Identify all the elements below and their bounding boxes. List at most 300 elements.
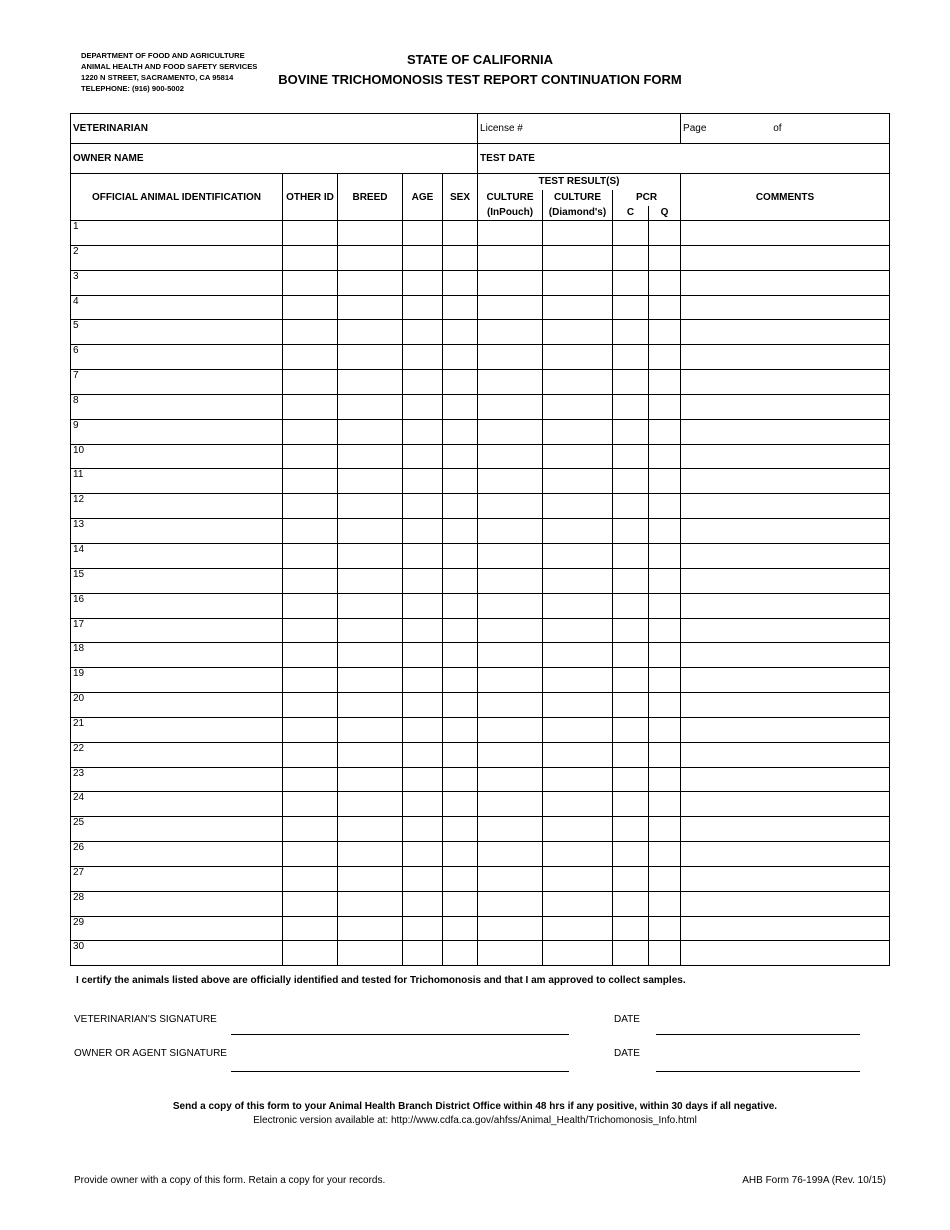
entry-cell[interactable] [613,842,649,867]
entry-cell[interactable] [613,568,649,593]
entry-cell[interactable] [649,618,681,643]
entry-cell[interactable] [283,469,338,494]
entry-cell[interactable] [649,568,681,593]
entry-cell[interactable] [338,394,403,419]
official-id-cell[interactable] [71,618,283,643]
entry-cell[interactable] [649,469,681,494]
entry-cell[interactable] [283,866,338,891]
page-field[interactable] [681,114,890,144]
entry-cell[interactable] [543,916,613,941]
entry-cell[interactable] [543,593,613,618]
entry-cell[interactable] [681,295,890,320]
entry-cell[interactable] [478,742,543,767]
entry-cell[interactable] [681,767,890,792]
entry-cell[interactable] [681,370,890,395]
entry-cell[interactable] [338,419,403,444]
entry-cell[interactable] [338,693,403,718]
entry-cell[interactable] [443,693,478,718]
entry-cell[interactable] [338,817,403,842]
entry-cell[interactable] [403,792,443,817]
entry-cell[interactable] [283,817,338,842]
entry-cell[interactable] [283,593,338,618]
entry-cell[interactable] [649,320,681,345]
entry-cell[interactable] [681,693,890,718]
entry-cell[interactable] [613,295,649,320]
entry-cell[interactable] [649,519,681,544]
owner-signature-line[interactable] [231,1071,569,1072]
entry-cell[interactable] [478,568,543,593]
entry-cell[interactable] [338,568,403,593]
entry-cell[interactable] [338,494,403,519]
entry-cell[interactable] [613,941,649,966]
entry-cell[interactable] [543,469,613,494]
entry-cell[interactable] [681,643,890,668]
entry-cell[interactable] [338,295,403,320]
entry-cell[interactable] [543,394,613,419]
entry-cell[interactable] [649,792,681,817]
entry-cell[interactable] [613,866,649,891]
entry-cell[interactable] [443,245,478,270]
entry-cell[interactable] [478,842,543,867]
entry-cell[interactable] [543,320,613,345]
entry-cell[interactable] [283,891,338,916]
entry-cell[interactable] [543,444,613,469]
entry-cell[interactable] [338,370,403,395]
official-id-cell[interactable] [71,494,283,519]
official-id-cell[interactable] [71,742,283,767]
entry-cell[interactable] [338,345,403,370]
entry-cell[interactable] [543,221,613,246]
official-id-cell[interactable] [71,866,283,891]
entry-cell[interactable] [443,419,478,444]
owner-name-field[interactable] [71,144,478,174]
entry-cell[interactable] [478,444,543,469]
entry-cell[interactable] [443,817,478,842]
entry-cell[interactable] [613,817,649,842]
official-id-cell[interactable] [71,543,283,568]
entry-cell[interactable] [613,618,649,643]
entry-cell[interactable] [613,270,649,295]
entry-cell[interactable] [613,916,649,941]
official-id-cell[interactable] [71,643,283,668]
entry-cell[interactable] [543,245,613,270]
entry-cell[interactable] [443,519,478,544]
entry-cell[interactable] [403,618,443,643]
entry-cell[interactable] [283,643,338,668]
vet-date-line[interactable] [656,1034,860,1035]
entry-cell[interactable] [543,419,613,444]
entry-cell[interactable] [283,320,338,345]
entry-cell[interactable] [613,320,649,345]
entry-cell[interactable] [649,419,681,444]
entry-cell[interactable] [681,270,890,295]
entry-cell[interactable] [338,941,403,966]
entry-cell[interactable] [283,668,338,693]
entry-cell[interactable] [649,593,681,618]
entry-cell[interactable] [283,494,338,519]
entry-cell[interactable] [613,543,649,568]
entry-cell[interactable] [681,891,890,916]
entry-cell[interactable] [403,891,443,916]
entry-cell[interactable] [681,717,890,742]
entry-cell[interactable] [403,469,443,494]
entry-cell[interactable] [649,221,681,246]
entry-cell[interactable] [543,792,613,817]
official-id-cell[interactable] [71,668,283,693]
official-id-cell[interactable] [71,941,283,966]
entry-cell[interactable] [681,221,890,246]
entry-cell[interactable] [443,643,478,668]
entry-cell[interactable] [543,693,613,718]
entry-cell[interactable] [338,245,403,270]
entry-cell[interactable] [443,618,478,643]
entry-cell[interactable] [403,568,443,593]
entry-cell[interactable] [283,717,338,742]
entry-cell[interactable] [478,295,543,320]
entry-cell[interactable] [478,817,543,842]
entry-cell[interactable] [681,494,890,519]
entry-cell[interactable] [403,270,443,295]
entry-cell[interactable] [403,866,443,891]
entry-cell[interactable] [613,370,649,395]
official-id-cell[interactable] [71,419,283,444]
entry-cell[interactable] [649,394,681,419]
entry-cell[interactable] [478,593,543,618]
entry-cell[interactable] [478,419,543,444]
entry-cell[interactable] [338,717,403,742]
entry-cell[interactable] [649,767,681,792]
entry-cell[interactable] [283,370,338,395]
official-id-cell[interactable] [71,593,283,618]
entry-cell[interactable] [543,568,613,593]
entry-cell[interactable] [478,469,543,494]
entry-cell[interactable] [681,668,890,693]
entry-cell[interactable] [443,221,478,246]
entry-cell[interactable] [338,842,403,867]
entry-cell[interactable] [338,891,403,916]
entry-cell[interactable] [478,866,543,891]
entry-cell[interactable] [613,394,649,419]
entry-cell[interactable] [403,593,443,618]
entry-cell[interactable] [283,394,338,419]
entry-cell[interactable] [478,916,543,941]
entry-cell[interactable] [613,593,649,618]
entry-cell[interactable] [443,270,478,295]
entry-cell[interactable] [478,345,543,370]
entry-cell[interactable] [283,568,338,593]
entry-cell[interactable] [649,717,681,742]
entry-cell[interactable] [613,742,649,767]
entry-cell[interactable] [543,717,613,742]
entry-cell[interactable] [443,717,478,742]
entry-cell[interactable] [543,742,613,767]
entry-cell[interactable] [681,941,890,966]
entry-cell[interactable] [338,320,403,345]
entry-cell[interactable] [613,717,649,742]
entry-cell[interactable] [403,842,443,867]
entry-cell[interactable] [478,221,543,246]
entry-cell[interactable] [403,519,443,544]
entry-cell[interactable] [283,618,338,643]
entry-cell[interactable] [649,891,681,916]
entry-cell[interactable] [403,693,443,718]
entry-cell[interactable] [681,866,890,891]
entry-cell[interactable] [443,767,478,792]
entry-cell[interactable] [403,370,443,395]
entry-cell[interactable] [543,543,613,568]
entry-cell[interactable] [681,817,890,842]
entry-cell[interactable] [443,866,478,891]
entry-cell[interactable] [443,320,478,345]
entry-cell[interactable] [478,618,543,643]
entry-cell[interactable] [478,643,543,668]
entry-cell[interactable] [681,419,890,444]
entry-cell[interactable] [478,717,543,742]
entry-cell[interactable] [403,494,443,519]
entry-cell[interactable] [338,668,403,693]
entry-cell[interactable] [443,668,478,693]
entry-cell[interactable] [338,543,403,568]
entry-cell[interactable] [613,245,649,270]
entry-cell[interactable] [283,693,338,718]
entry-cell[interactable] [338,643,403,668]
entry-cell[interactable] [649,370,681,395]
entry-cell[interactable] [681,245,890,270]
entry-cell[interactable] [283,767,338,792]
entry-cell[interactable] [681,444,890,469]
entry-cell[interactable] [403,916,443,941]
entry-cell[interactable] [283,295,338,320]
entry-cell[interactable] [283,221,338,246]
entry-cell[interactable] [478,494,543,519]
entry-cell[interactable] [478,370,543,395]
entry-cell[interactable] [338,519,403,544]
entry-cell[interactable] [681,320,890,345]
entry-cell[interactable] [543,295,613,320]
entry-cell[interactable] [681,742,890,767]
official-id-cell[interactable] [71,568,283,593]
entry-cell[interactable] [403,543,443,568]
entry-cell[interactable] [478,519,543,544]
entry-cell[interactable] [403,941,443,966]
entry-cell[interactable] [283,419,338,444]
entry-cell[interactable] [543,842,613,867]
entry-cell[interactable] [283,245,338,270]
entry-cell[interactable] [283,444,338,469]
entry-cell[interactable] [681,593,890,618]
official-id-cell[interactable] [71,295,283,320]
entry-cell[interactable] [543,494,613,519]
official-id-cell[interactable] [71,767,283,792]
entry-cell[interactable] [543,668,613,693]
entry-cell[interactable] [283,270,338,295]
entry-cell[interactable] [283,345,338,370]
entry-cell[interactable] [338,444,403,469]
entry-cell[interactable] [338,792,403,817]
entry-cell[interactable] [478,270,543,295]
entry-cell[interactable] [649,866,681,891]
entry-cell[interactable] [403,221,443,246]
entry-cell[interactable] [403,643,443,668]
entry-cell[interactable] [649,345,681,370]
entry-cell[interactable] [543,618,613,643]
entry-cell[interactable] [443,345,478,370]
official-id-cell[interactable] [71,842,283,867]
owner-date-line[interactable] [656,1071,860,1072]
entry-cell[interactable] [543,866,613,891]
entry-cell[interactable] [403,345,443,370]
entry-cell[interactable] [443,891,478,916]
official-id-cell[interactable] [71,370,283,395]
official-id-cell[interactable] [71,345,283,370]
official-id-cell[interactable] [71,270,283,295]
entry-cell[interactable] [543,817,613,842]
entry-cell[interactable] [649,693,681,718]
entry-cell[interactable] [338,469,403,494]
entry-cell[interactable] [338,742,403,767]
entry-cell[interactable] [403,668,443,693]
entry-cell[interactable] [681,842,890,867]
test-date-field[interactable] [478,144,890,174]
entry-cell[interactable] [649,668,681,693]
entry-cell[interactable] [283,519,338,544]
entry-cell[interactable] [613,693,649,718]
entry-cell[interactable] [338,767,403,792]
official-id-cell[interactable] [71,519,283,544]
entry-cell[interactable] [478,320,543,345]
entry-cell[interactable] [681,469,890,494]
entry-cell[interactable] [443,469,478,494]
entry-cell[interactable] [443,842,478,867]
entry-cell[interactable] [443,941,478,966]
entry-cell[interactable] [543,270,613,295]
entry-cell[interactable] [681,543,890,568]
entry-cell[interactable] [478,668,543,693]
entry-cell[interactable] [613,643,649,668]
entry-cell[interactable] [649,842,681,867]
entry-cell[interactable] [283,742,338,767]
entry-cell[interactable] [338,593,403,618]
entry-cell[interactable] [403,717,443,742]
entry-cell[interactable] [681,394,890,419]
official-id-cell[interactable] [71,394,283,419]
official-id-cell[interactable] [71,916,283,941]
entry-cell[interactable] [283,941,338,966]
entry-cell[interactable] [403,742,443,767]
entry-cell[interactable] [649,444,681,469]
entry-cell[interactable] [613,494,649,519]
entry-cell[interactable] [613,444,649,469]
entry-cell[interactable] [338,221,403,246]
official-id-cell[interactable] [71,817,283,842]
official-id-cell[interactable] [71,320,283,345]
entry-cell[interactable] [613,519,649,544]
license-field[interactable] [478,114,681,144]
entry-cell[interactable] [403,767,443,792]
entry-cell[interactable] [613,345,649,370]
entry-cell[interactable] [403,320,443,345]
entry-cell[interactable] [543,345,613,370]
entry-cell[interactable] [613,891,649,916]
entry-cell[interactable] [543,370,613,395]
entry-cell[interactable] [478,891,543,916]
entry-cell[interactable] [649,245,681,270]
official-id-cell[interactable] [71,221,283,246]
entry-cell[interactable] [681,345,890,370]
entry-cell[interactable] [478,245,543,270]
official-id-cell[interactable] [71,792,283,817]
entry-cell[interactable] [681,792,890,817]
official-id-cell[interactable] [71,245,283,270]
entry-cell[interactable] [613,668,649,693]
entry-cell[interactable] [443,792,478,817]
entry-cell[interactable] [443,370,478,395]
entry-cell[interactable] [478,767,543,792]
entry-cell[interactable] [478,941,543,966]
entry-cell[interactable] [283,792,338,817]
entry-cell[interactable] [338,916,403,941]
entry-cell[interactable] [543,643,613,668]
entry-cell[interactable] [443,543,478,568]
official-id-cell[interactable] [71,444,283,469]
entry-cell[interactable] [478,543,543,568]
entry-cell[interactable] [649,494,681,519]
entry-cell[interactable] [283,543,338,568]
entry-cell[interactable] [338,618,403,643]
entry-cell[interactable] [403,394,443,419]
entry-cell[interactable] [681,519,890,544]
entry-cell[interactable] [681,568,890,593]
entry-cell[interactable] [543,891,613,916]
entry-cell[interactable] [283,916,338,941]
entry-cell[interactable] [649,270,681,295]
entry-cell[interactable] [681,916,890,941]
entry-cell[interactable] [478,394,543,419]
entry-cell[interactable] [443,444,478,469]
entry-cell[interactable] [443,494,478,519]
entry-cell[interactable] [443,568,478,593]
entry-cell[interactable] [613,419,649,444]
entry-cell[interactable] [613,767,649,792]
entry-cell[interactable] [543,941,613,966]
entry-cell[interactable] [403,444,443,469]
entry-cell[interactable] [649,543,681,568]
entry-cell[interactable] [649,941,681,966]
entry-cell[interactable] [649,295,681,320]
entry-cell[interactable] [283,842,338,867]
entry-cell[interactable] [478,792,543,817]
entry-cell[interactable] [403,817,443,842]
entry-cell[interactable] [613,792,649,817]
entry-cell[interactable] [649,817,681,842]
entry-cell[interactable] [338,270,403,295]
entry-cell[interactable] [403,245,443,270]
official-id-cell[interactable] [71,693,283,718]
entry-cell[interactable] [681,618,890,643]
vet-signature-line[interactable] [231,1034,569,1035]
entry-cell[interactable] [338,866,403,891]
veterinarian-field[interactable] [71,114,478,144]
entry-cell[interactable] [613,221,649,246]
entry-cell[interactable] [403,419,443,444]
entry-cell[interactable] [443,742,478,767]
entry-cell[interactable] [443,593,478,618]
entry-cell[interactable] [649,643,681,668]
entry-cell[interactable] [649,916,681,941]
entry-cell[interactable] [478,693,543,718]
entry-cell[interactable] [403,295,443,320]
official-id-cell[interactable] [71,891,283,916]
